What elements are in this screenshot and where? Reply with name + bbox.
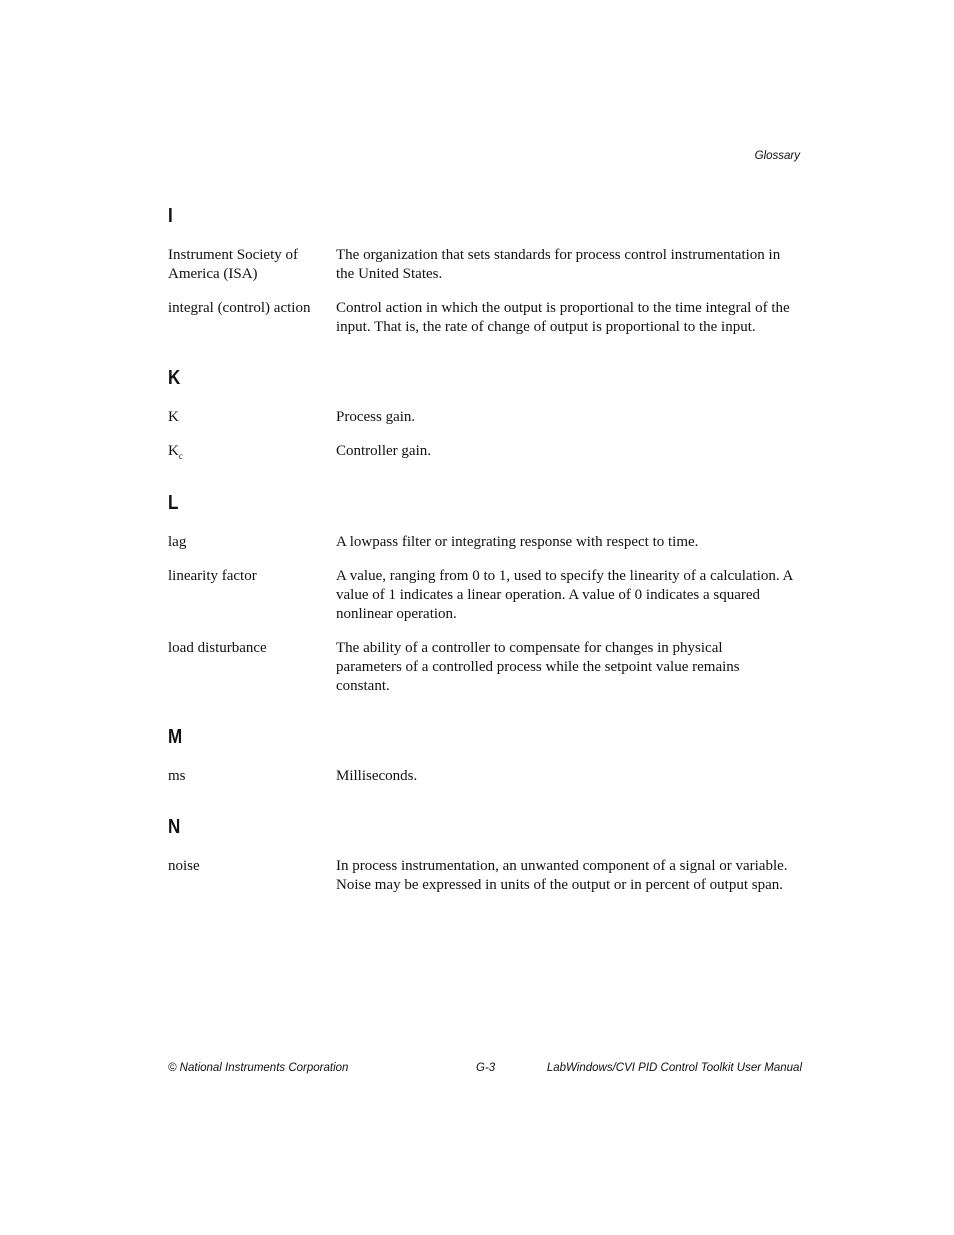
entry-term: K [168, 409, 179, 425]
section-m [168, 727, 802, 749]
glossary-entry-isa [168, 246, 802, 284]
section-n [168, 817, 802, 839]
entry-term: Instrument Society of America (ISA) [168, 247, 298, 282]
entry-term: lag [168, 534, 187, 550]
footer-page-number: G-3 [476, 1062, 496, 1074]
entry-definition: In process instrumentation, an unwanted component of a signal or variable. Noise may be expressed in units of the output or in percent of output span. [336, 858, 788, 893]
section-l [168, 493, 802, 515]
entry-definition: A lowpass filter or integrating response with respect to time. [336, 534, 699, 550]
entry-term: ms [168, 768, 186, 784]
section-letter: K [168, 367, 181, 389]
entry-term: noise [168, 858, 200, 874]
entry-definition: The organization that sets standards for process control instrumentation in the United States. [336, 247, 781, 282]
section-letter: L [168, 492, 179, 514]
footer-copyright: © National Instruments Corporation [168, 1062, 349, 1074]
section-i [168, 206, 802, 228]
section-letter: N [168, 816, 181, 838]
entry-term: load disturbance [168, 640, 267, 656]
section-k [168, 368, 802, 390]
entry-term [168, 442, 336, 466]
entry-definition: The ability of a controller to compensate for changes in physical parameters of a controlled process while the setpoint value remains constant. [336, 640, 740, 694]
entry-term-subscript: c [178, 451, 183, 461]
section-letter: I [168, 205, 173, 227]
section-letter: M [168, 726, 183, 748]
glossary-entry-lag [168, 533, 802, 552]
glossary-entry-linearity-factor [168, 567, 802, 624]
entry-definition: Process gain. [336, 409, 416, 425]
entry-term-base: K [168, 443, 179, 459]
entry-term: integral (control) action [168, 300, 311, 316]
entry-definition: A value, ranging from 0 to 1, used to specify the linearity of a calculation. A value of 1 indicates a linear operation. A value of 0 indicates a squared nonlinear operation. [336, 568, 793, 622]
glossary-entry-noise [168, 857, 802, 895]
glossary-entry-kc [168, 442, 802, 466]
entry-definition: Control action in which the output is proportional to the time integral of the input. That is, the rate of change of output is proportional to the input. [336, 300, 790, 335]
glossary-entry-ms [168, 767, 802, 786]
glossary-entry-k [168, 408, 802, 427]
entry-term: linearity factor [168, 568, 257, 584]
entry-definition: Milliseconds. [336, 768, 418, 784]
glossary-entry-integral-action [168, 299, 802, 337]
glossary-entry-load-disturbance [168, 639, 802, 696]
page-footer [168, 1062, 802, 1078]
entry-definition: Controller gain. [336, 443, 431, 459]
running-head: Glossary [754, 150, 800, 162]
footer-manual-title: LabWindows/CVI PID Control Toolkit User Manual [546, 1062, 802, 1074]
